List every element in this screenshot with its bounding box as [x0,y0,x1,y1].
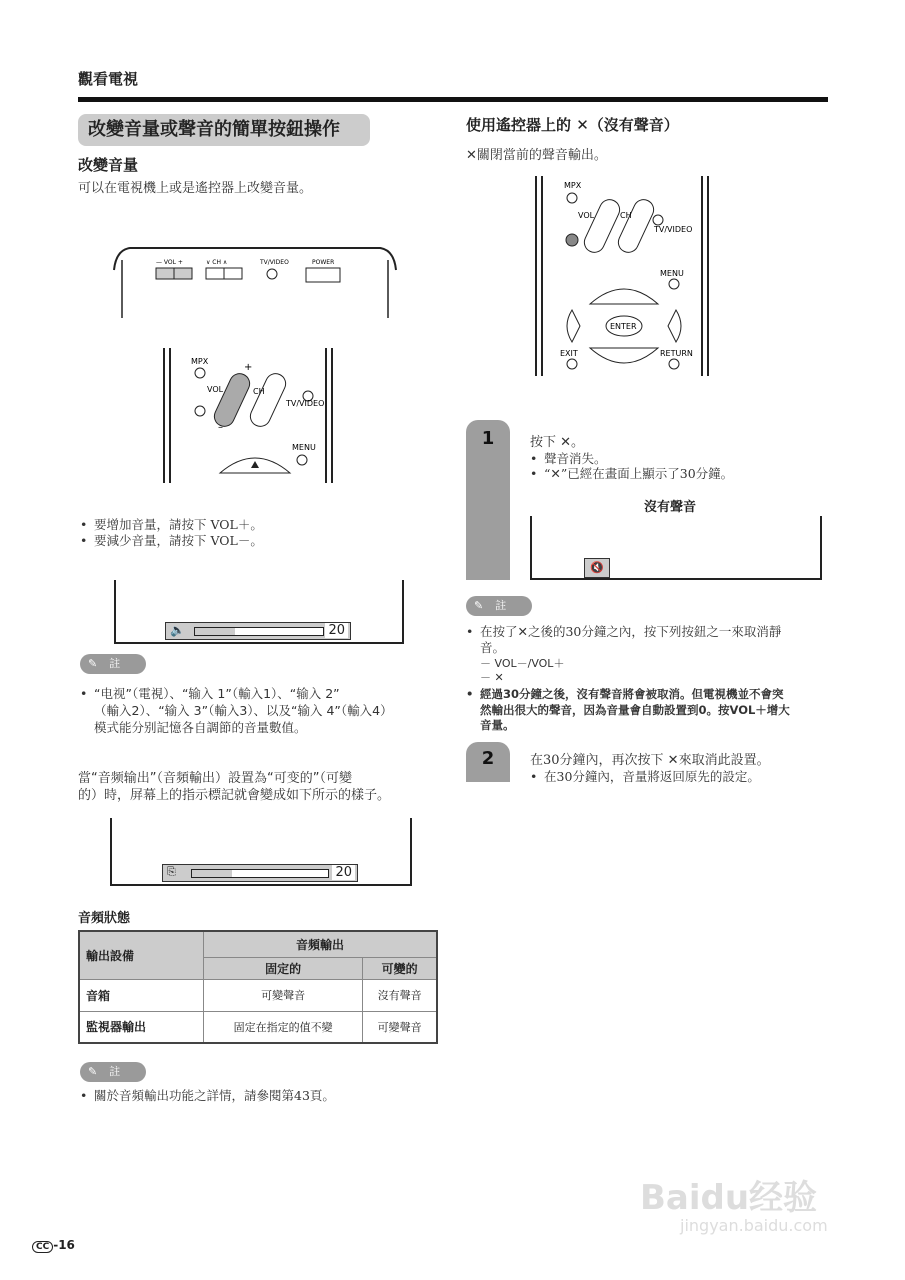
audio-status-table [78,930,438,1044]
remote-r-vol: VOL [578,211,595,220]
watermark-logo: Baidu经验 [640,1178,818,1218]
remote-mpx-label: MPX [191,357,209,366]
page-header: 觀看電視 [78,70,139,88]
mute-screen-frame [530,516,822,580]
watermark-url: jingyan.baidu.com [680,1216,828,1235]
th-variable: 可變的 [363,957,437,979]
step2-number: 2 [481,748,495,769]
bullet-increase-volume: • 要增加音量，請按下 VOL＋。 [80,517,263,532]
tv-vol-label: — VOL + [156,259,183,266]
header-rule [78,97,828,102]
cc-icon: CC [32,1241,53,1253]
mute-screen-label: 沒有聲音 [644,500,697,515]
th-fixed: 固定的 [204,957,363,979]
note-right-b2-line2: 然輸出很大的聲音，因為音量會自動設置到0。按VOL＋增大 [480,703,790,717]
step2-bullet1: • 在30分鐘內，音量將返回原先的設定。 [530,769,760,784]
th-output-device: 輸出設備 [79,931,204,979]
note-right-b2-line1: • 經過30分鐘之後，沒有聲音將會被取消。但電視機並不會突 [466,687,784,701]
table-row: 監視器輸出 固定在指定的值不變 可變聲音 [79,1011,437,1043]
note2-text: • 關於音頻輸出功能之詳情，請參閱第43頁。 [80,1088,335,1103]
page-number: CC -16 [32,1238,75,1253]
volume-gauge-1 [165,622,351,640]
headphone-icon: ⎘ [167,865,176,878]
table-row: 音箱 可變聲音 沒有聲音 [79,979,437,1011]
subtitle-change-volume: 改變音量 [78,156,139,174]
note-badge-1: ✎ 註 [80,654,146,674]
note-right-b1-line2: 音。 [480,640,506,655]
mute-intro: ✕關閉當前的聲音輸出。 [466,148,607,163]
step1-number: 1 [481,428,495,449]
volume-value-1: 20 [325,623,348,638]
para2-line2: 的）時，屏幕上的指示標記就會變成如下所示的樣子。 [78,788,391,803]
remote-menu-label: MENU [292,443,316,452]
remote-plus-label: + [244,362,253,373]
step1-bullet1: • 聲音消失。 [530,451,607,466]
mute-indicator-icon: 🔇 [584,558,610,578]
remote-ch-label: CH [253,387,265,396]
note-right-b2-line3: 音量。 [480,718,515,732]
remote-illustration-left [160,348,340,483]
remote-vol-label: VOL [207,385,224,394]
bullet-decrease-volume: • 要減少音量，請按下 VOL－。 [80,533,263,548]
remote-r-return: RETURN [660,349,693,358]
volume-value-2: 20 [332,865,355,880]
note1-line3: 模式能分别記憶各自調節的音量數值。 [94,720,307,735]
tv-power-label: POWER [312,259,335,266]
note-icon: ✎ [88,1065,98,1078]
remote-r-exit: EXIT [560,349,578,358]
table-title: 音頻狀態 [78,911,131,926]
remote-r-menu: MENU [660,269,684,278]
tv-panel-illustration [110,240,400,320]
note-icon: ✎ [474,599,484,612]
note-badge-right: ✎ 註 [466,596,532,616]
tv-video-label: TV/VIDEO [260,259,289,266]
mute-section-title: 使用遙控器上的 ✕（沒有聲音） [466,116,679,134]
remote-r-enter: ENTER [610,322,637,331]
note-right-dash2: － ✕ [480,671,504,684]
step2-main: 在30分鐘內，再次按下 ✕來取消此設置。 [530,753,770,768]
note-right-b1-line1: • 在按了✕之後的30分鐘之內，按下列按鈕之一來取消靜 [466,624,782,639]
th-audio-output: 音頻輸出 [204,931,438,957]
remote-r-ch: CH [620,211,632,220]
note1-line2: （輸入2）、“输入 3”（輸入3）、以及“输入 4”（輸入4） [94,703,393,718]
note-icon: ✎ [88,657,98,670]
note-badge-2: ✎ 註 [80,1062,146,1082]
para2-line1: 當“音频输出”（音頻輸出）設置為“可变的”（可變 [78,771,352,786]
remote-tvvideo-label: TV/VIDEO [286,399,325,408]
remote-r-tvvideo: TV/VIDEO [654,225,693,234]
step1-main: 按下 ✕。 [530,435,585,450]
remote-r-mpx: MPX [564,181,582,190]
speaker-icon: 🔈 [170,623,185,637]
intro-text: 可以在電視機上或是遙控器上改變音量。 [78,181,313,196]
volume-gauge-2 [162,864,358,882]
note1-line1: • “电视”（電視）、“输入 1”（輸入1）、“输入 2” [80,686,340,701]
step1-bullet2: • “✕”已經在畫面上顯示了30分鐘。 [530,466,734,481]
remote-minus-label: – [218,422,223,433]
tv-ch-label: ∨ CH ∧ [206,259,228,266]
section-title: 改變音量或聲音的簡單按鈕操作 [78,114,370,146]
note-right-dash1: － VOL－/VOL＋ [480,657,565,670]
remote-illustration-right [534,176,714,376]
